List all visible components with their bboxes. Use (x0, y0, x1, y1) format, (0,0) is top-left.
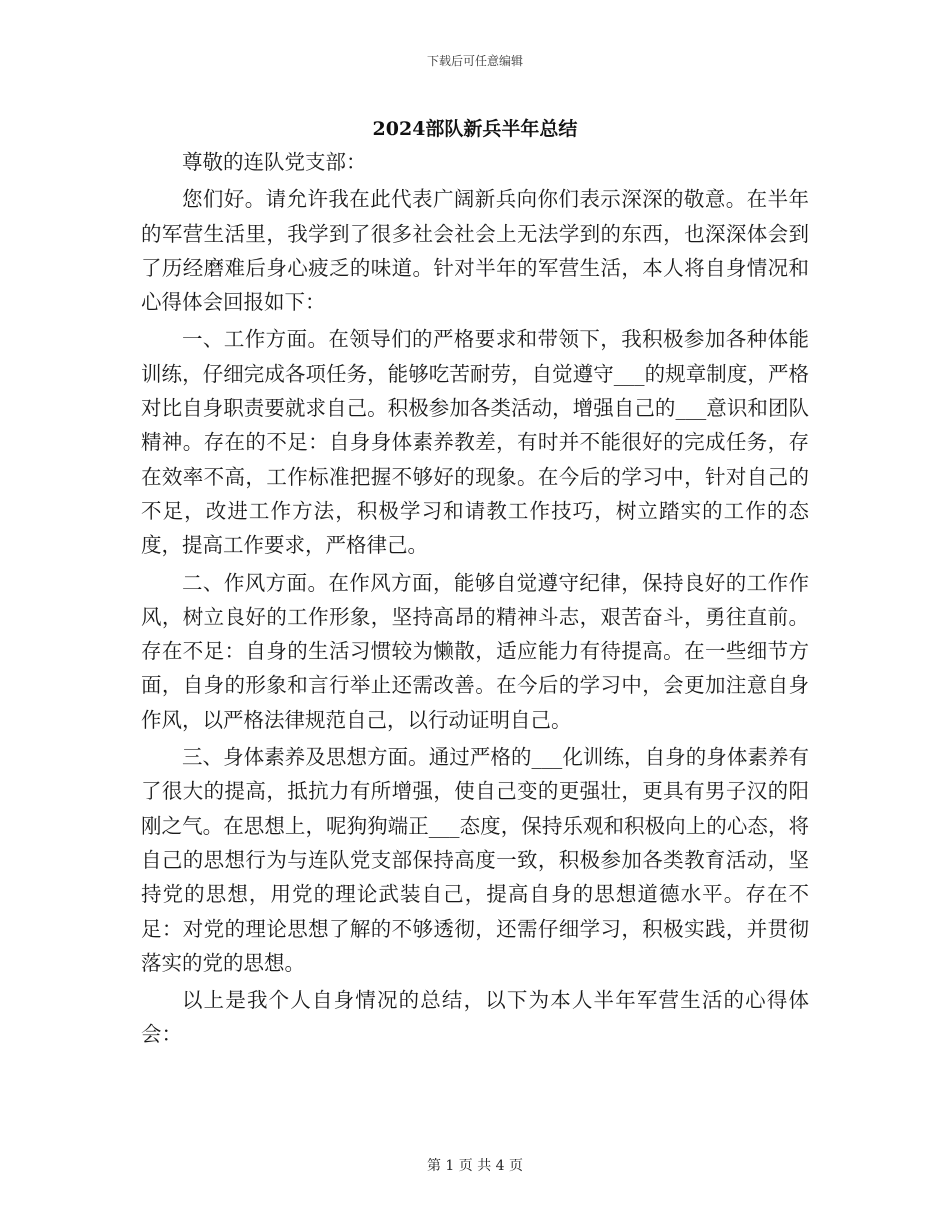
paragraph-fitness-ideology: 三、身体素养及思想方面。通过严格的___化训练，自身的身体素养有了很大的提高，抵抗力有所增强，使自己变的更强壮，更具有男子汉的阳刚之气。在思想上，呢狗狗端正___态度，保持乐观和积极向上的心态，将自己的思想行为与连队党支部保持高度一致，积极参加各类教育活动，坚持党的思想，用党的理论武装自己，提高自身的思想道德水平。存在不足：对党的理论思想了解的不够透彻，还需仔细学习，积极实践，并贯彻落实的党的思想。 (141, 745, 809, 975)
page-number-footer: 第 1 页 共 4 页 (426, 1158, 524, 1174)
paragraph-greeting: 您们好。请允许我在此代表广阔新兵向你们表示深深的敬意。在半年的军营生活里，我学到了很多社会社会上无法学到的东西，也深深体会到了历经磨难后身心疲乏的味道。针对半年的军营生活，本人将自身情况和心得体会回报如下： (141, 187, 809, 315)
page-header-note: 下载后可任意编辑 (426, 54, 523, 68)
document-title: 2024部队新兵半年总结 (372, 118, 578, 140)
paragraph-style: 二、作风方面。在作风方面，能够自觉遵守纪律，保持良好的工作作风，树立良好的工作形象，坚持高昂的精神斗志，艰苦奋斗，勇往直前。存在不足：自身的生活习惯较为懒散，适应能力有待提高。在一些细节方面，自身的形象和言行举止还需改善。在今后的学习中，会更加注意自身作风，以严格法律规范自己，以行动证明自己。 (141, 570, 809, 732)
paragraph-work: 一、工作方面。在领导们的严格要求和带领下，我积极参加各种体能训练，仔细完成各项任务，能够吃苦耐劳，自觉遵守___的规章制度，严格对比自身职责要就求自己。积极参加各类活动，增强自己的___意识和团队精神。存在的不足：自身身体素养教差，有时并不能很好的完成任务，存在效率不高，工作标准把握不够好的现象。在今后的学习中，针对自己的不足，改进工作方法，积极学习和请教工作技巧，树立踏实的工作的态度，提高工作要求，严格律己。 (141, 327, 809, 558)
salutation: 尊敬的连队党支部： (182, 150, 367, 174)
paragraph-summary: 以上是我个人自身情况的总结，以下为本人半年军营生活的心得体会： (141, 988, 809, 1047)
document-body (141, 145, 809, 1055)
